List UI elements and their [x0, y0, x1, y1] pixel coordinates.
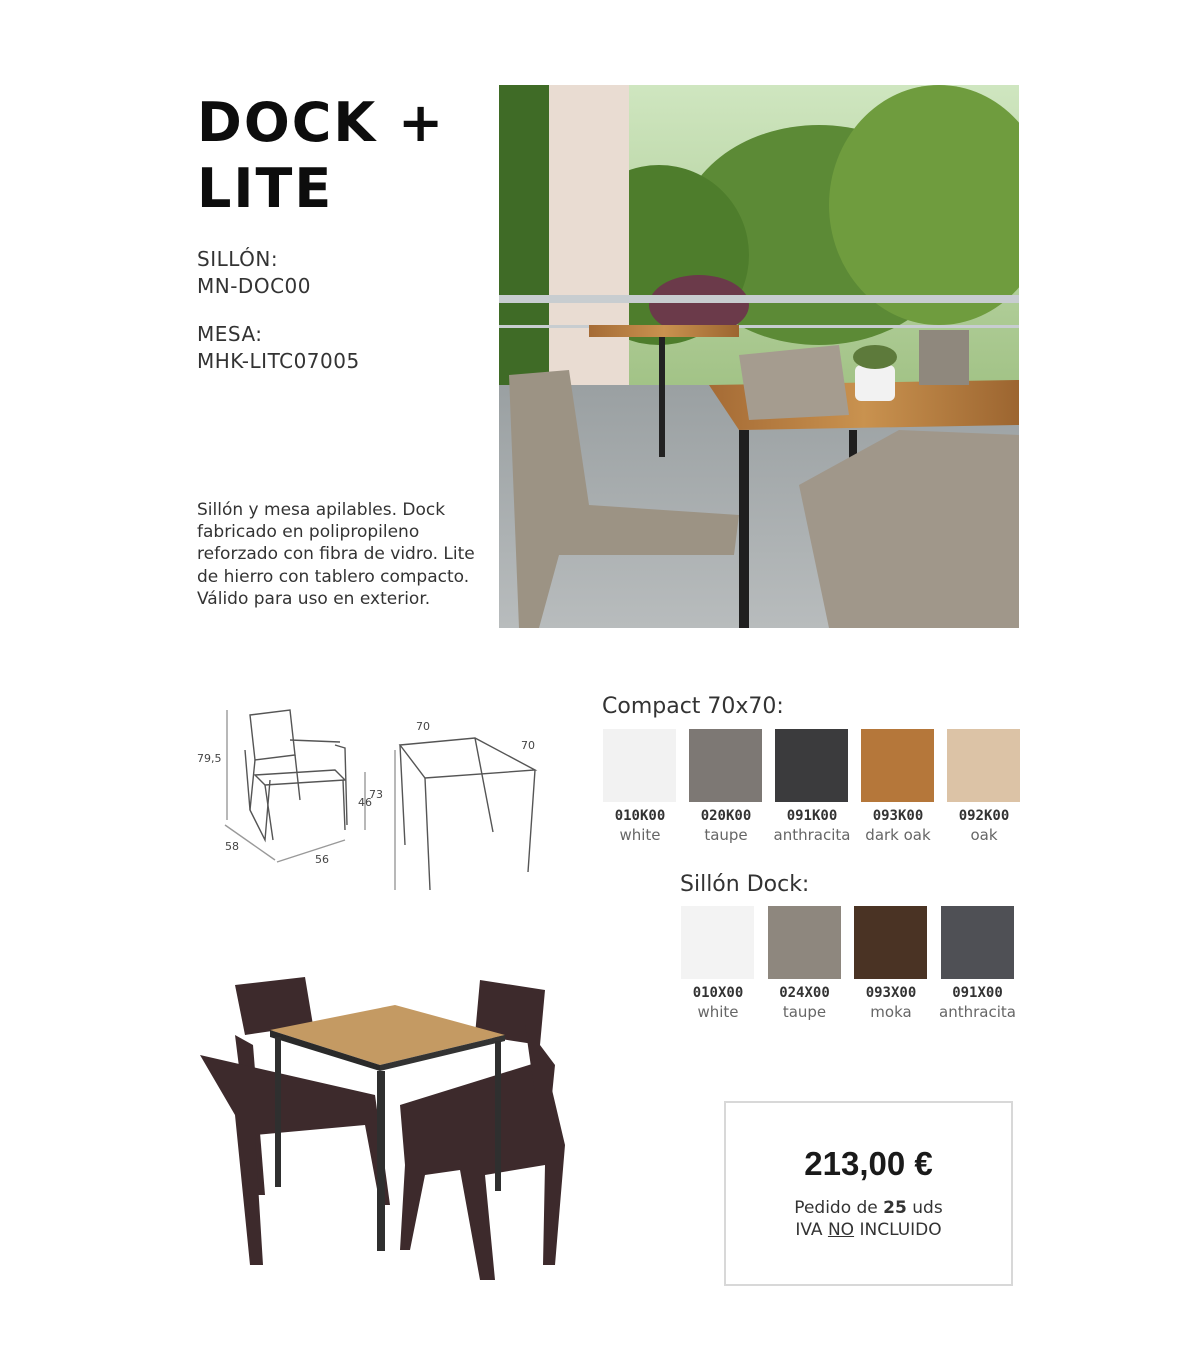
set-illustration [195, 965, 575, 1285]
dock-swatch-024X00 [768, 906, 841, 979]
compact-color-name: dark oak [865, 826, 931, 844]
compact-swatch-092K00 [947, 729, 1020, 802]
chair-ref [197, 246, 311, 300]
iva-prefix: IVA [795, 1220, 823, 1240]
dock-code: 091X00 [952, 985, 1003, 1001]
order-suffix: uds [912, 1198, 943, 1218]
title-line-1: DOCK + [197, 91, 446, 154]
iva-no: NO [827, 1220, 855, 1240]
dock-swatch-093X00 [854, 906, 927, 979]
compact-code: 020K00 [700, 808, 752, 824]
order-line [726, 1197, 1011, 1219]
dock-color-name: moka [870, 1003, 912, 1021]
terrace-photo [499, 85, 1019, 628]
compact-code: 093K00 [872, 808, 924, 824]
dim-chair-width: 56 [315, 853, 329, 866]
dock-color-name: anthracita [939, 1003, 1016, 1021]
dock-code: 024X00 [779, 985, 830, 1001]
compact-color-name: anthracita [773, 826, 851, 844]
dock-swatch-091X00 [941, 906, 1014, 979]
compact-code: 010K00 [614, 808, 666, 824]
dock-color-name: white [697, 1003, 739, 1021]
dim-chair-depth: 58 [225, 840, 239, 853]
dimension-diagram [195, 700, 555, 900]
compact-swatch-091K00 [775, 729, 848, 802]
compact-code: 092K00 [958, 808, 1010, 824]
dim-table-width: 70 [416, 720, 430, 733]
compact-color-name: white [619, 826, 661, 844]
compact-color-name: taupe [704, 826, 748, 844]
dim-chair-height: 79,5 [197, 752, 222, 765]
chair-label: SILLÓN: [197, 247, 279, 271]
compact-swatch-010K00 [603, 729, 676, 802]
compact-title: Compact 70x70: [602, 694, 784, 719]
title-line-2: LITE [197, 157, 334, 220]
table-code: MHK-LITC07005 [197, 349, 360, 373]
compact-swatch-093K00 [861, 729, 934, 802]
dock-swatch-010X00 [681, 906, 754, 979]
compact-color-name: oak [970, 826, 998, 844]
compact-swatch-020K00 [689, 729, 762, 802]
product-description: Sillón y mesa apilables. Dock fabricado en polipropileno reforzado con fibra de vidro. Lite de hierro con tablero compacto. Válido para uso en exterior. [197, 500, 475, 609]
dock-code: 093X00 [865, 985, 917, 1001]
terrace-illustration [499, 85, 1019, 628]
price-amount: 213,00 € [804, 1145, 933, 1182]
order-prefix: Pedido de [794, 1198, 878, 1218]
dim-table-height: 73 [369, 788, 383, 801]
price-box [724, 1101, 1013, 1286]
order-info [726, 1197, 1011, 1241]
dim-table-depth: 70 [521, 739, 535, 752]
furniture-set-render [195, 965, 575, 1285]
dock-title: Sillón Dock: [680, 872, 810, 897]
iva-line [726, 1219, 1011, 1241]
chair-code: MN-DOC00 [197, 274, 311, 298]
iva-suffix: INCLUIDO [859, 1220, 942, 1240]
order-qty: 25 [883, 1198, 907, 1218]
product-title [197, 90, 445, 222]
dock-color-name: taupe [782, 1003, 827, 1021]
table-label: MESA: [197, 322, 263, 346]
dim-chair-seat: 46 [358, 796, 372, 809]
compact-code: 091K00 [786, 808, 838, 824]
table-ref [197, 321, 360, 375]
dock-code: 010X00 [692, 985, 744, 1001]
